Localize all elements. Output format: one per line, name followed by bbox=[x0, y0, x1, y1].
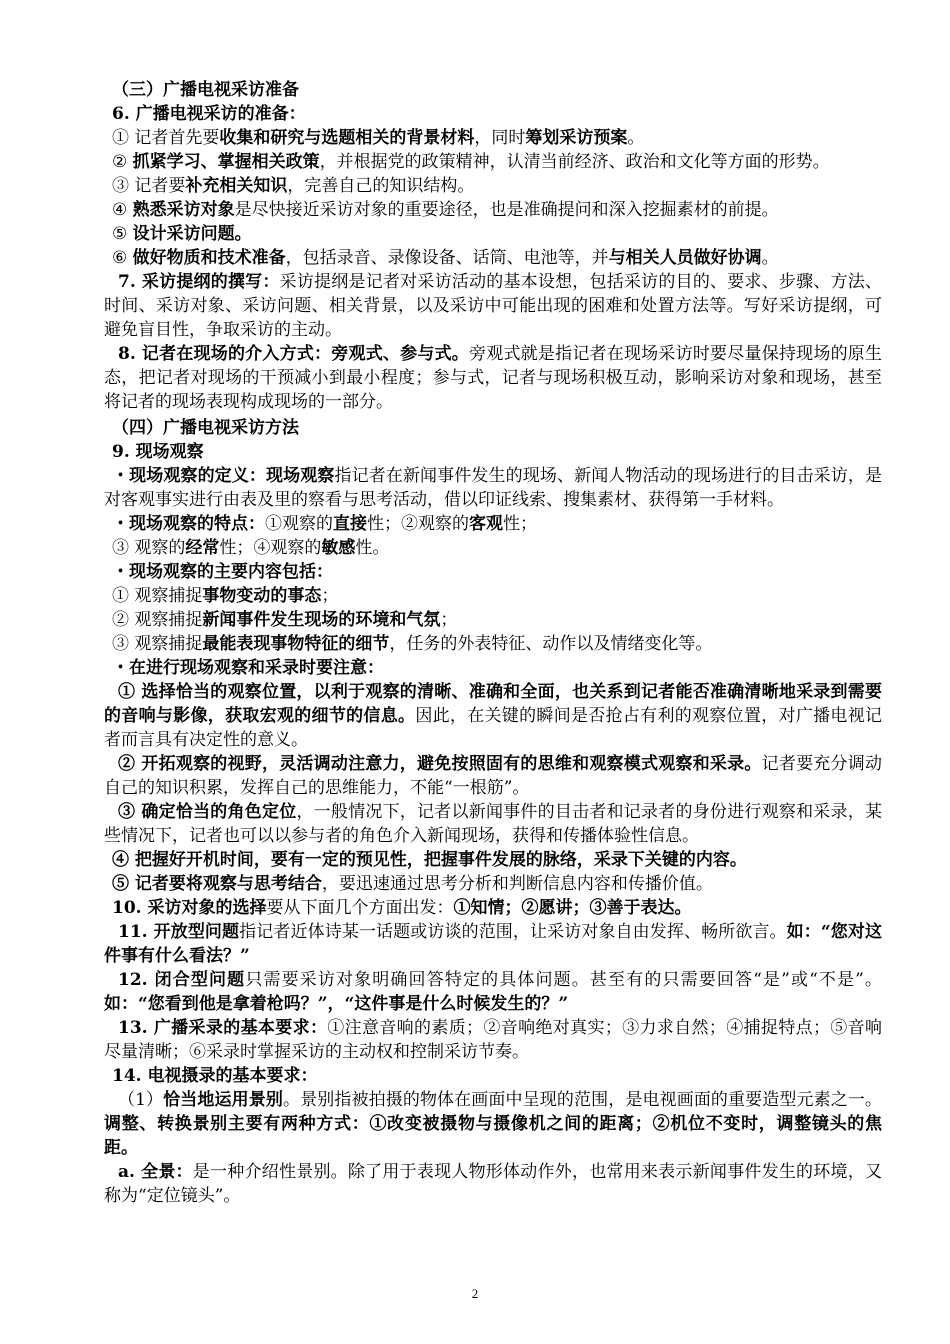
bold-text: 7. 采访提纲的撰写： bbox=[118, 272, 280, 292]
paragraph-p9g bbox=[104, 632, 882, 656]
bold-text: 11. 开放型问题 bbox=[118, 922, 240, 942]
bold-text: ①知情；②愿讲；③善于表达。 bbox=[453, 898, 692, 918]
bold-text: 经常 bbox=[185, 538, 220, 558]
text: ② 观察捕捉 bbox=[112, 610, 203, 630]
paragraph-p9 bbox=[104, 440, 882, 464]
text: ⑤ bbox=[112, 224, 133, 244]
text: 旁观式就是指记者在现场采访时要尽量保持现场的原生态，把记者对现场的干预减小到最小程度；参与式，记者与现场积极互动，影响采访对象和现场，甚至将记者的现场表现构成现场的一部分。 bbox=[104, 344, 883, 412]
bold-text: 13. 广播采录的基本要求： bbox=[118, 1018, 328, 1038]
bold-text: 10. 采访对象的选择 bbox=[112, 898, 267, 918]
text: ，包括录音、录像设备、话筒、电池等，并 bbox=[285, 248, 609, 268]
bold-text: ② 开拓观察的视野，灵活调动注意力，避免按照固有的思维和观察模式观察和采录。 bbox=[118, 754, 762, 774]
text: 。景别指被拍摄的物体在画面中呈现的范围，是电视画面的重要造型元素之一。 bbox=[283, 1090, 882, 1110]
bold-text: 客观 bbox=[469, 514, 503, 534]
text: ，并根据党的政策精神，认清当前经济、政治和文化等方面的形势。 bbox=[319, 152, 830, 172]
paragraph-p10 bbox=[104, 896, 882, 920]
page-number: 2 bbox=[471, 1286, 479, 1301]
text: （1） bbox=[118, 1090, 164, 1110]
bold-text: 收集和研究与选题相关的背景材料 bbox=[219, 128, 475, 148]
paragraph-p9b bbox=[104, 512, 882, 536]
paragraph-p9a bbox=[104, 464, 882, 512]
text: 。 bbox=[627, 128, 645, 148]
text: 记者要充分调动自己的知识积累，发挥自己的思维能力，不能“一根筋”。 bbox=[104, 754, 882, 798]
paragraph-p9c bbox=[104, 536, 882, 560]
text: ，一般情况下，记者以新闻事件的目击者和记录者的身份进行观察和采录，某些情况下，记者也可以以参与者的角色介入新闻现场，获得和传播体验性信息。 bbox=[104, 802, 882, 846]
bold-text: 筹划采访预案 bbox=[525, 128, 628, 148]
paragraph-p6a bbox=[104, 126, 882, 150]
text: ③ 记者要 bbox=[112, 176, 186, 196]
bold-text: ⑤ 记者要将观察与思考结合 bbox=[112, 874, 322, 894]
paragraph-p6 bbox=[104, 102, 882, 126]
bold-text: 12. 闭合型问题 bbox=[118, 970, 246, 990]
paragraph-p9i bbox=[104, 680, 882, 752]
bold-text: 最能表现事物特征的细节 bbox=[202, 634, 390, 654]
text: ； bbox=[321, 586, 339, 606]
text: 指记者在新闻事件发生的现场、新闻人物活动的现场进行的目击采访，是对客观事实进行由表及里的察看与思考活动，借以印证线索、搜集素材、获得第一手材料。 bbox=[104, 466, 883, 510]
bold-text: 如：“您对这件事有什么看法？” bbox=[104, 922, 882, 966]
text: 是一种介绍性景别。除了用于表现人物形体动作外，也常用来表示新闻事件发生的环境，又称为“定位镜头”。 bbox=[104, 1162, 882, 1206]
bold-text: 熟悉采访对象 bbox=[132, 200, 235, 220]
text: 要从下面几个方面出发： bbox=[266, 898, 454, 918]
paragraph-p12 bbox=[104, 968, 882, 1016]
text: 是尽快接近采访对象的重要途径，也是准确提问和深入挖掘素材的前提。 bbox=[234, 200, 779, 220]
paragraph-p7 bbox=[104, 270, 882, 342]
paragraph-p6d bbox=[104, 198, 882, 222]
bold-text: （四）广播电视采访方法 bbox=[112, 418, 299, 438]
bold-text: 事物变动的事态 bbox=[202, 586, 322, 606]
paragraph-p9l bbox=[104, 848, 882, 872]
bold-text: 与相关人员做好协调 bbox=[608, 248, 762, 268]
text: ； bbox=[440, 610, 458, 630]
bold-text: ・在进行现场观察和采录时要注意： bbox=[112, 658, 384, 678]
bold-text: 恰当地运用景别 bbox=[163, 1090, 283, 1110]
paragraph-p9k bbox=[104, 800, 882, 848]
bold-text: 6. 广播电视采访的准备： bbox=[112, 104, 306, 124]
bold-text: ④ 把握好开机时间，要有一定的预见性，把握事件发展的脉络，采录下关键的内容。 bbox=[112, 850, 747, 870]
text: 性；④观察的 bbox=[219, 538, 322, 558]
bold-text: ・现场观察的主要内容包括： bbox=[112, 562, 333, 582]
paragraph-p9f bbox=[104, 608, 882, 632]
text: ，完善自己的知识结构。 bbox=[287, 176, 475, 196]
text: ，任务的外表特征、动作以及情绪变化等。 bbox=[389, 634, 713, 654]
text: ① 观察捕捉 bbox=[112, 586, 203, 606]
text: ① 记者首先要 bbox=[112, 128, 220, 148]
paragraph-p6b bbox=[104, 150, 882, 174]
paragraph-p9m bbox=[104, 872, 882, 896]
paragraph-p6f bbox=[104, 246, 882, 270]
paragraph-p14b bbox=[104, 1160, 882, 1208]
bold-text: 8. 记者在现场的介入方式：旁观式、参与式。 bbox=[118, 344, 470, 364]
paragraph-p9e bbox=[104, 584, 882, 608]
text: 性；②观察的 bbox=[367, 514, 469, 534]
bold-text: 调整、转换景别主要有两种方式：①改变被摄物与摄像机之间的距离；②机位不变时，调整镜头的焦距。 bbox=[104, 1114, 882, 1158]
bold-text: 敏感 bbox=[321, 538, 356, 558]
bold-text: ・现场观察的特点： bbox=[112, 514, 265, 534]
section-heading bbox=[104, 78, 882, 102]
paragraph-p8 bbox=[104, 342, 882, 414]
text: ①观察的 bbox=[265, 514, 333, 534]
bold-text: 补充相关知识 bbox=[185, 176, 288, 196]
section-heading bbox=[104, 416, 882, 440]
text: 。 bbox=[761, 248, 779, 268]
bold-text: a. 全景： bbox=[118, 1162, 193, 1182]
paragraph-p9h bbox=[104, 656, 882, 680]
paragraph-p13 bbox=[104, 1016, 882, 1064]
paragraph-p9d bbox=[104, 560, 882, 584]
text: ④ bbox=[112, 200, 133, 220]
text: ② bbox=[112, 152, 133, 172]
text: 因此，在关键的瞬间是否抢占有利的观察位置，对广播电视记者而言具有决定性的意义。 bbox=[104, 706, 883, 750]
text: ①注意音响的素质；②音响绝对真实；③力求自然；④捕捉特点；⑤音响尽量清晰；⑥采录时掌握采访的主动权和控制采访节奏。 bbox=[104, 1018, 882, 1062]
paragraph-p6e bbox=[104, 222, 882, 246]
bold-text: （三）广播电视采访准备 bbox=[112, 80, 299, 100]
bold-text: 设计采访问题。 bbox=[132, 224, 252, 244]
paragraph-p14a bbox=[104, 1088, 882, 1160]
text: 采访提纲是记者对采访活动的基本设想，包括采访的目的、要求、步骤、方法、时间、采访对象、采访问题、相关背景，以及采访中可能出现的困难和处置方法等。写好采访提纲，可避免盲目性，争取采访的主动。 bbox=[104, 272, 882, 340]
bold-text: 做好物质和技术准备 bbox=[132, 248, 286, 268]
text: 性； bbox=[503, 514, 537, 534]
bold-text: 9. 现场观察 bbox=[112, 442, 204, 462]
text: ，要迅速通过思考分析和判断信息内容和传播价值。 bbox=[321, 874, 713, 894]
paragraph-p9j bbox=[104, 752, 882, 800]
bold-text: 抓紧学习、掌握相关政策 bbox=[132, 152, 320, 172]
paragraph-p6c bbox=[104, 174, 882, 198]
text: ，同时 bbox=[474, 128, 526, 148]
paragraph-p14 bbox=[104, 1064, 882, 1088]
text: ⑥ bbox=[112, 248, 133, 268]
text: ③ 观察的 bbox=[112, 538, 186, 558]
bold-text: 新闻事件发生现场的环境和气氛 bbox=[202, 610, 441, 630]
text: 指记者近体诗某一话题或访谈的范围，让采访对象自由发挥、畅所欲言。 bbox=[239, 922, 787, 942]
bold-text: 直接 bbox=[333, 514, 367, 534]
bold-text: 如：“您看到他是拿着枪吗？”，“这件事是什么时候发生的？” bbox=[104, 994, 569, 1014]
document-body bbox=[104, 76, 882, 1208]
bold-text: ③ 确定恰当的角色定位 bbox=[118, 802, 297, 822]
text: 性。 bbox=[355, 538, 390, 558]
paragraph-p11 bbox=[104, 920, 882, 968]
bold-text: ① 选择恰当的观察位置，以利于观察的清晰、准确和全面，也关系到记者能否准确清晰地采录到需要的音响与影像，获取宏观的细节的信息。 bbox=[104, 682, 882, 726]
text: 只需要采访对象明确回答特定的具体问题。甚至有的只需要回答“是”或“不是”。 bbox=[245, 970, 883, 990]
bold-text: 14. 电视摄录的基本要求： bbox=[112, 1066, 318, 1086]
text: ③ 观察捕捉 bbox=[112, 634, 203, 654]
bold-text: ・现场观察的定义：现场观察 bbox=[112, 466, 335, 486]
